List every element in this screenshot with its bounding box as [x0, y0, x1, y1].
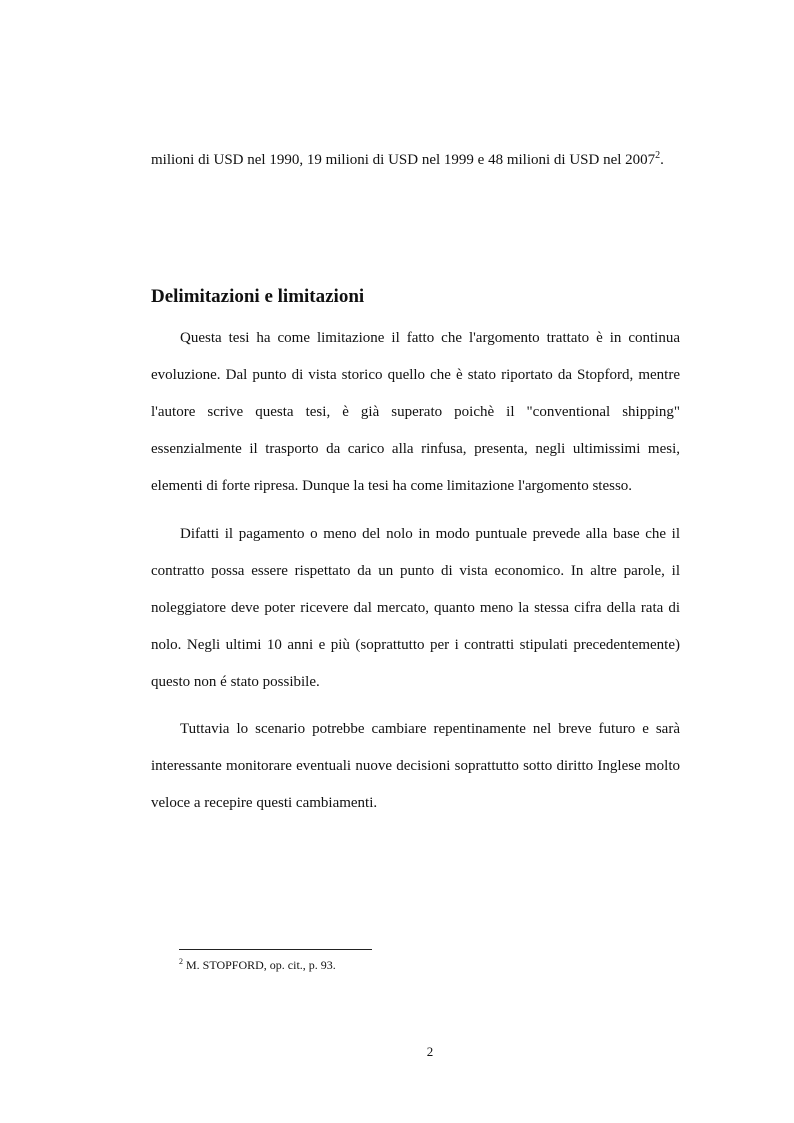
footnote-marker: 2: [179, 957, 183, 966]
intro-end: .: [660, 152, 664, 168]
body-paragraph-1: [151, 320, 680, 505]
page-number: 2: [426, 1044, 434, 1059]
intro-text: milioni di USD nel 1990, 19 milioni di USD nel 1999 e 48 milioni di USD nel 2007: [151, 152, 656, 168]
footnote: [179, 957, 336, 973]
paragraph-text: Questa tesi ha come limitazione il fatto che l'argomento trattato è in continua evoluzione. Dal punto di vista storico quello che è stato riportato da Stopford, mentre l'autore scrive questa tesi, è già superato poichè il "conventional shipping" essenzialmente il trasporto da carico alla rinfusa, presenta, negli ultimissimi mesi, elementi di forte ripresa. Dunque la tesi ha come limitazione l'argomento stesso.: [151, 330, 680, 494]
intro-paragraph: [151, 142, 680, 179]
body-paragraph-3: [151, 711, 680, 822]
section-heading: Delimitazioni e limitazioni: [151, 286, 365, 307]
footnote-divider: [179, 949, 372, 950]
body-paragraph-2: [151, 516, 680, 701]
footnote-reference[interactable]: 2: [655, 150, 661, 161]
paragraph-text: Tuttavia lo scenario potrebbe cambiare repentinamente nel breve futuro e sarà interessante monitorare eventuali nuove decisioni soprattutto sotto diritto Inglese molto veloce a recepire questi cambiamenti.: [151, 721, 680, 811]
paragraph-text: Difatti il pagamento o meno del nolo in modo puntuale prevede alla base che il contratto possa essere rispettato da un punto di vista economico. In altre parole, il noleggiatore deve poter ricevere dal mercato, quanto meno la stessa cifra della rata di nolo. Negli ultimi 10 anni e più (soprattutto per i contratti stipulati precedentemente) questo non é stato possibile.: [151, 526, 680, 690]
footnote-text: M. STOPFORD, op. cit., p. 93.: [183, 958, 336, 972]
